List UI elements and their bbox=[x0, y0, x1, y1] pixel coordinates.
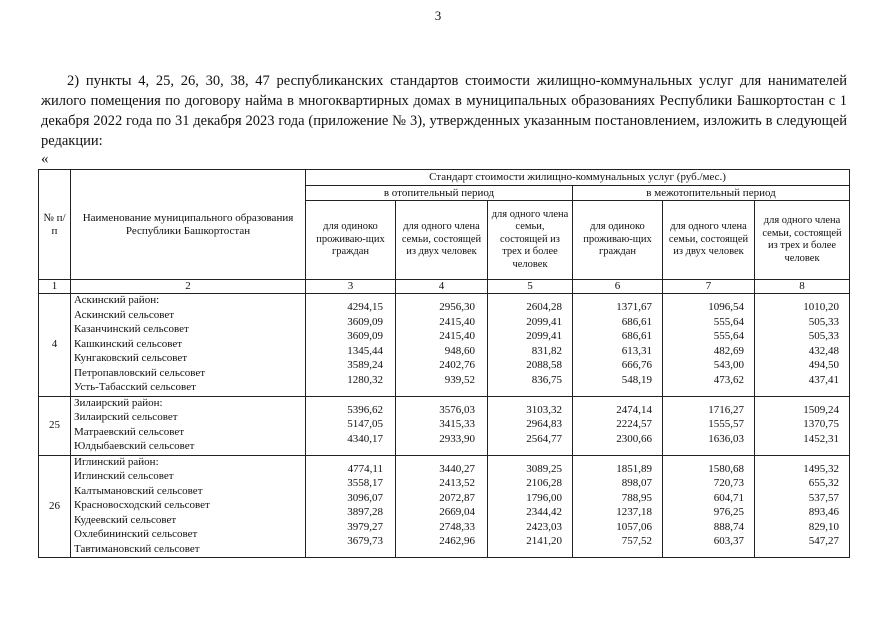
row-number: 4 bbox=[39, 294, 71, 397]
table-row bbox=[39, 294, 850, 397]
cost-value: 976,25 bbox=[713, 506, 744, 519]
cost-value: 613,31 bbox=[621, 344, 652, 357]
cost-value: 757,52 bbox=[621, 535, 652, 548]
cost-value: 4340,17 bbox=[347, 432, 383, 445]
cost-value: 1796,00 bbox=[526, 491, 562, 504]
municipality-names bbox=[71, 455, 306, 558]
cost-value: 1495,32 bbox=[803, 462, 840, 475]
cost-value: 3103,32 bbox=[526, 403, 562, 416]
cost-value: 2462,96 bbox=[439, 535, 475, 548]
column-number: 5 bbox=[488, 280, 573, 294]
cost-value: 604,71 bbox=[713, 491, 744, 504]
cost-value: 2956,30 bbox=[439, 301, 475, 314]
cost-value: 4774,11 bbox=[347, 462, 383, 475]
column-number: 1 bbox=[39, 280, 71, 294]
cost-value: 3609,09 bbox=[347, 315, 383, 328]
value-column-3 bbox=[306, 396, 396, 455]
cost-value: 2224,57 bbox=[616, 418, 652, 431]
cost-value: 555,64 bbox=[713, 315, 744, 328]
cost-value: 666,76 bbox=[621, 359, 652, 372]
cost-value: 655,32 bbox=[808, 477, 840, 490]
cost-value: 482,69 bbox=[713, 344, 744, 357]
cost-value: 2344,42 bbox=[526, 506, 562, 519]
value-column-3 bbox=[306, 294, 396, 397]
cost-value: 1555,57 bbox=[708, 418, 744, 431]
table-row bbox=[39, 455, 850, 558]
cost-value: 1370,75 bbox=[803, 418, 840, 431]
opening-quote: « bbox=[41, 151, 49, 167]
cost-value: 547,27 bbox=[808, 535, 840, 548]
value-column-4 bbox=[396, 455, 488, 558]
cost-value: 1057,06 bbox=[616, 520, 652, 533]
settlement-name: Петропавловский сельсовет bbox=[74, 366, 206, 379]
cost-value: 3609,09 bbox=[347, 330, 383, 343]
header-two-non-heating: для одного члена семьи, состоящей из двух человек bbox=[663, 201, 755, 280]
cost-value: 3576,03 bbox=[439, 403, 475, 416]
cost-value: 2413,52 bbox=[439, 477, 475, 490]
cost-value: 432,48 bbox=[808, 344, 840, 357]
header-three-heating: для одного члена семьи, состоящей из трех и более человек bbox=[488, 201, 573, 280]
cost-value: 505,33 bbox=[808, 330, 840, 343]
settlement-name: Кудеевский сельсовет bbox=[74, 513, 177, 526]
row-number: 26 bbox=[39, 455, 71, 558]
cost-value: 1280,32 bbox=[347, 373, 383, 386]
table-row bbox=[39, 396, 850, 455]
standards-table bbox=[38, 169, 850, 558]
cost-value: 2099,41 bbox=[526, 315, 562, 328]
cost-value: 4294,15 bbox=[347, 301, 383, 314]
column-number: 3 bbox=[306, 280, 396, 294]
cost-value: 437,41 bbox=[808, 373, 840, 386]
cost-value: 2415,40 bbox=[439, 330, 475, 343]
cost-value: 1010,20 bbox=[803, 301, 840, 314]
cost-value: 5147,05 bbox=[347, 418, 383, 431]
cost-value: 939,52 bbox=[444, 373, 475, 386]
cost-value: 1371,67 bbox=[616, 301, 652, 314]
cost-value: 720,73 bbox=[713, 477, 744, 490]
settlement-name: Зилаирский сельсовет bbox=[74, 411, 178, 423]
value-column-8 bbox=[755, 455, 850, 558]
cost-value: 3440,27 bbox=[439, 462, 475, 475]
value-column-6 bbox=[573, 294, 663, 397]
header-single-heating: для одиноко проживаю-щих граждан bbox=[306, 201, 396, 280]
cost-value: 2669,04 bbox=[439, 506, 475, 519]
cost-value: 1580,68 bbox=[708, 462, 744, 475]
cost-value: 505,33 bbox=[808, 315, 840, 328]
column-number: 7 bbox=[663, 280, 755, 294]
column-number: 4 bbox=[396, 280, 488, 294]
cost-value: 2604,28 bbox=[526, 301, 562, 314]
cost-value: 3979,27 bbox=[347, 520, 383, 533]
cost-value: 2415,40 bbox=[439, 315, 475, 328]
settlement-name: Казанчинский сельсовет bbox=[74, 323, 189, 335]
value-column-7 bbox=[663, 294, 755, 397]
header-standard: Стандарт стоимости жилищно-коммунальных услуг (руб./мес.) bbox=[306, 170, 850, 186]
cost-value: 1452,31 bbox=[803, 432, 840, 445]
cost-value: 1096,54 bbox=[708, 301, 744, 314]
row-number: 25 bbox=[39, 396, 71, 455]
cost-value: 829,10 bbox=[808, 520, 840, 533]
cost-value: 1851,89 bbox=[616, 462, 652, 475]
cost-value: 686,61 bbox=[621, 315, 652, 328]
cost-value: 1509,24 bbox=[803, 403, 840, 416]
district-name: Зилаирский район: bbox=[74, 396, 163, 409]
cost-value: 473,62 bbox=[713, 373, 744, 386]
cost-value: 2106,28 bbox=[526, 477, 562, 490]
cost-value: 5396,62 bbox=[347, 403, 383, 416]
municipality-names bbox=[71, 294, 306, 397]
settlement-name: Кашкинский сельсовет bbox=[74, 337, 183, 350]
cost-value: 2933,90 bbox=[439, 432, 475, 445]
cost-value: 3558,17 bbox=[347, 477, 383, 490]
header-heating-period: в отопительный период bbox=[306, 186, 573, 201]
cost-value: 888,74 bbox=[713, 520, 744, 533]
settlement-name: Аскинский сельсовет bbox=[74, 308, 175, 321]
value-column-5 bbox=[488, 455, 573, 558]
column-number: 8 bbox=[755, 280, 850, 294]
value-column-6 bbox=[573, 396, 663, 455]
value-column-5 bbox=[488, 396, 573, 455]
header-num: № п/п bbox=[39, 170, 71, 280]
intro-paragraph: 2) пункты 4, 25, 26, 30, 38, 47 республиканских стандартов стоимости жилищно-коммунальных услуг для нанимателей жилого помещения по договору найма в многоквартирных домах в муниципальных образованиях Республики Башкортостан с 1 декабря 2022 года по 31 декабря 2023 года (приложение № 3), утвержденных указанным постановлением, изложить в следующей редакции: bbox=[41, 73, 847, 149]
district-name: Аскинский район: bbox=[74, 294, 160, 306]
settlement-name: Красновосходский сельсовет bbox=[74, 499, 210, 511]
value-column-6 bbox=[573, 455, 663, 558]
cost-value: 548,19 bbox=[621, 373, 652, 386]
header-single-non-heating: для одиноко проживаю-щих граждан bbox=[573, 201, 663, 280]
value-column-4 bbox=[396, 396, 488, 455]
cost-value: 555,64 bbox=[713, 330, 744, 343]
cost-value: 2300,66 bbox=[616, 432, 652, 445]
cost-value: 836,75 bbox=[531, 373, 562, 386]
cost-value: 1636,03 bbox=[708, 432, 744, 445]
cost-value: 3089,25 bbox=[526, 462, 562, 475]
settlement-name: Иглинский сельсовет bbox=[74, 470, 174, 482]
cost-value: 2423,03 bbox=[526, 520, 562, 533]
cost-value: 3679,73 bbox=[347, 535, 383, 548]
value-column-4 bbox=[396, 294, 488, 397]
cost-value: 2402,76 bbox=[439, 359, 475, 372]
cost-value: 2564,77 bbox=[526, 432, 562, 445]
settlement-name: Усть-Табасский сельсовет bbox=[74, 381, 196, 393]
header-name: Наименование муниципального образования Республики Башкортостан bbox=[71, 170, 306, 280]
value-column-8 bbox=[755, 396, 850, 455]
value-column-3 bbox=[306, 455, 396, 558]
cost-value: 3589,24 bbox=[347, 359, 383, 372]
value-column-7 bbox=[663, 396, 755, 455]
page-number: 3 bbox=[434, 8, 442, 23]
cost-value: 494,50 bbox=[808, 359, 840, 372]
settlement-name: Кунгаковский сельсовет bbox=[74, 352, 188, 364]
cost-value: 543,00 bbox=[713, 359, 744, 372]
header-three-non-heating: для одного члена семьи, состоящей из трех и более человек bbox=[755, 201, 850, 280]
municipality-names bbox=[71, 396, 306, 455]
cost-value: 1716,27 bbox=[708, 403, 744, 416]
cost-value: 831,82 bbox=[531, 344, 562, 357]
settlement-name: Матраевский сельсовет bbox=[74, 425, 185, 438]
value-column-7 bbox=[663, 455, 755, 558]
district-name: Иглинский район: bbox=[74, 455, 159, 468]
settlement-name: Юлдыбаевский сельсовет bbox=[74, 440, 195, 452]
table-body bbox=[39, 294, 850, 558]
settlement-name: Охлебининский сельсовет bbox=[74, 528, 198, 540]
cost-value: 2964,83 bbox=[526, 418, 562, 431]
cost-value: 2088,58 bbox=[526, 359, 562, 372]
cost-value: 948,60 bbox=[444, 344, 475, 357]
column-number-row bbox=[39, 280, 850, 294]
value-column-5 bbox=[488, 294, 573, 397]
column-number: 6 bbox=[573, 280, 663, 294]
cost-value: 1345,44 bbox=[347, 344, 383, 357]
settlement-name: Тавтимановский сельсовет bbox=[74, 542, 200, 555]
cost-value: 686,61 bbox=[621, 330, 652, 343]
settlement-name: Калтымановский сельсовет bbox=[74, 484, 203, 497]
cost-value: 2099,41 bbox=[526, 330, 562, 343]
cost-value: 3415,33 bbox=[439, 418, 475, 431]
value-column-8 bbox=[755, 294, 850, 397]
cost-value: 2141,20 bbox=[526, 535, 562, 548]
cost-value: 537,57 bbox=[808, 491, 840, 504]
cost-value: 898,07 bbox=[621, 477, 652, 490]
cost-value: 3897,28 bbox=[347, 506, 383, 519]
column-number: 2 bbox=[71, 280, 306, 294]
cost-value: 2748,33 bbox=[439, 520, 475, 533]
cost-value: 3096,07 bbox=[347, 491, 383, 504]
cost-value: 2072,87 bbox=[439, 491, 475, 504]
header-non-heating-period: в межотопительный период bbox=[573, 186, 850, 201]
header-two-heating: для одного члена семьи, состоящей из двух человек bbox=[396, 201, 488, 280]
cost-value: 893,46 bbox=[808, 506, 840, 519]
cost-value: 603,37 bbox=[713, 535, 744, 548]
cost-value: 1237,18 bbox=[616, 506, 652, 519]
cost-value: 2474,14 bbox=[616, 403, 652, 416]
cost-value: 788,95 bbox=[621, 491, 652, 504]
